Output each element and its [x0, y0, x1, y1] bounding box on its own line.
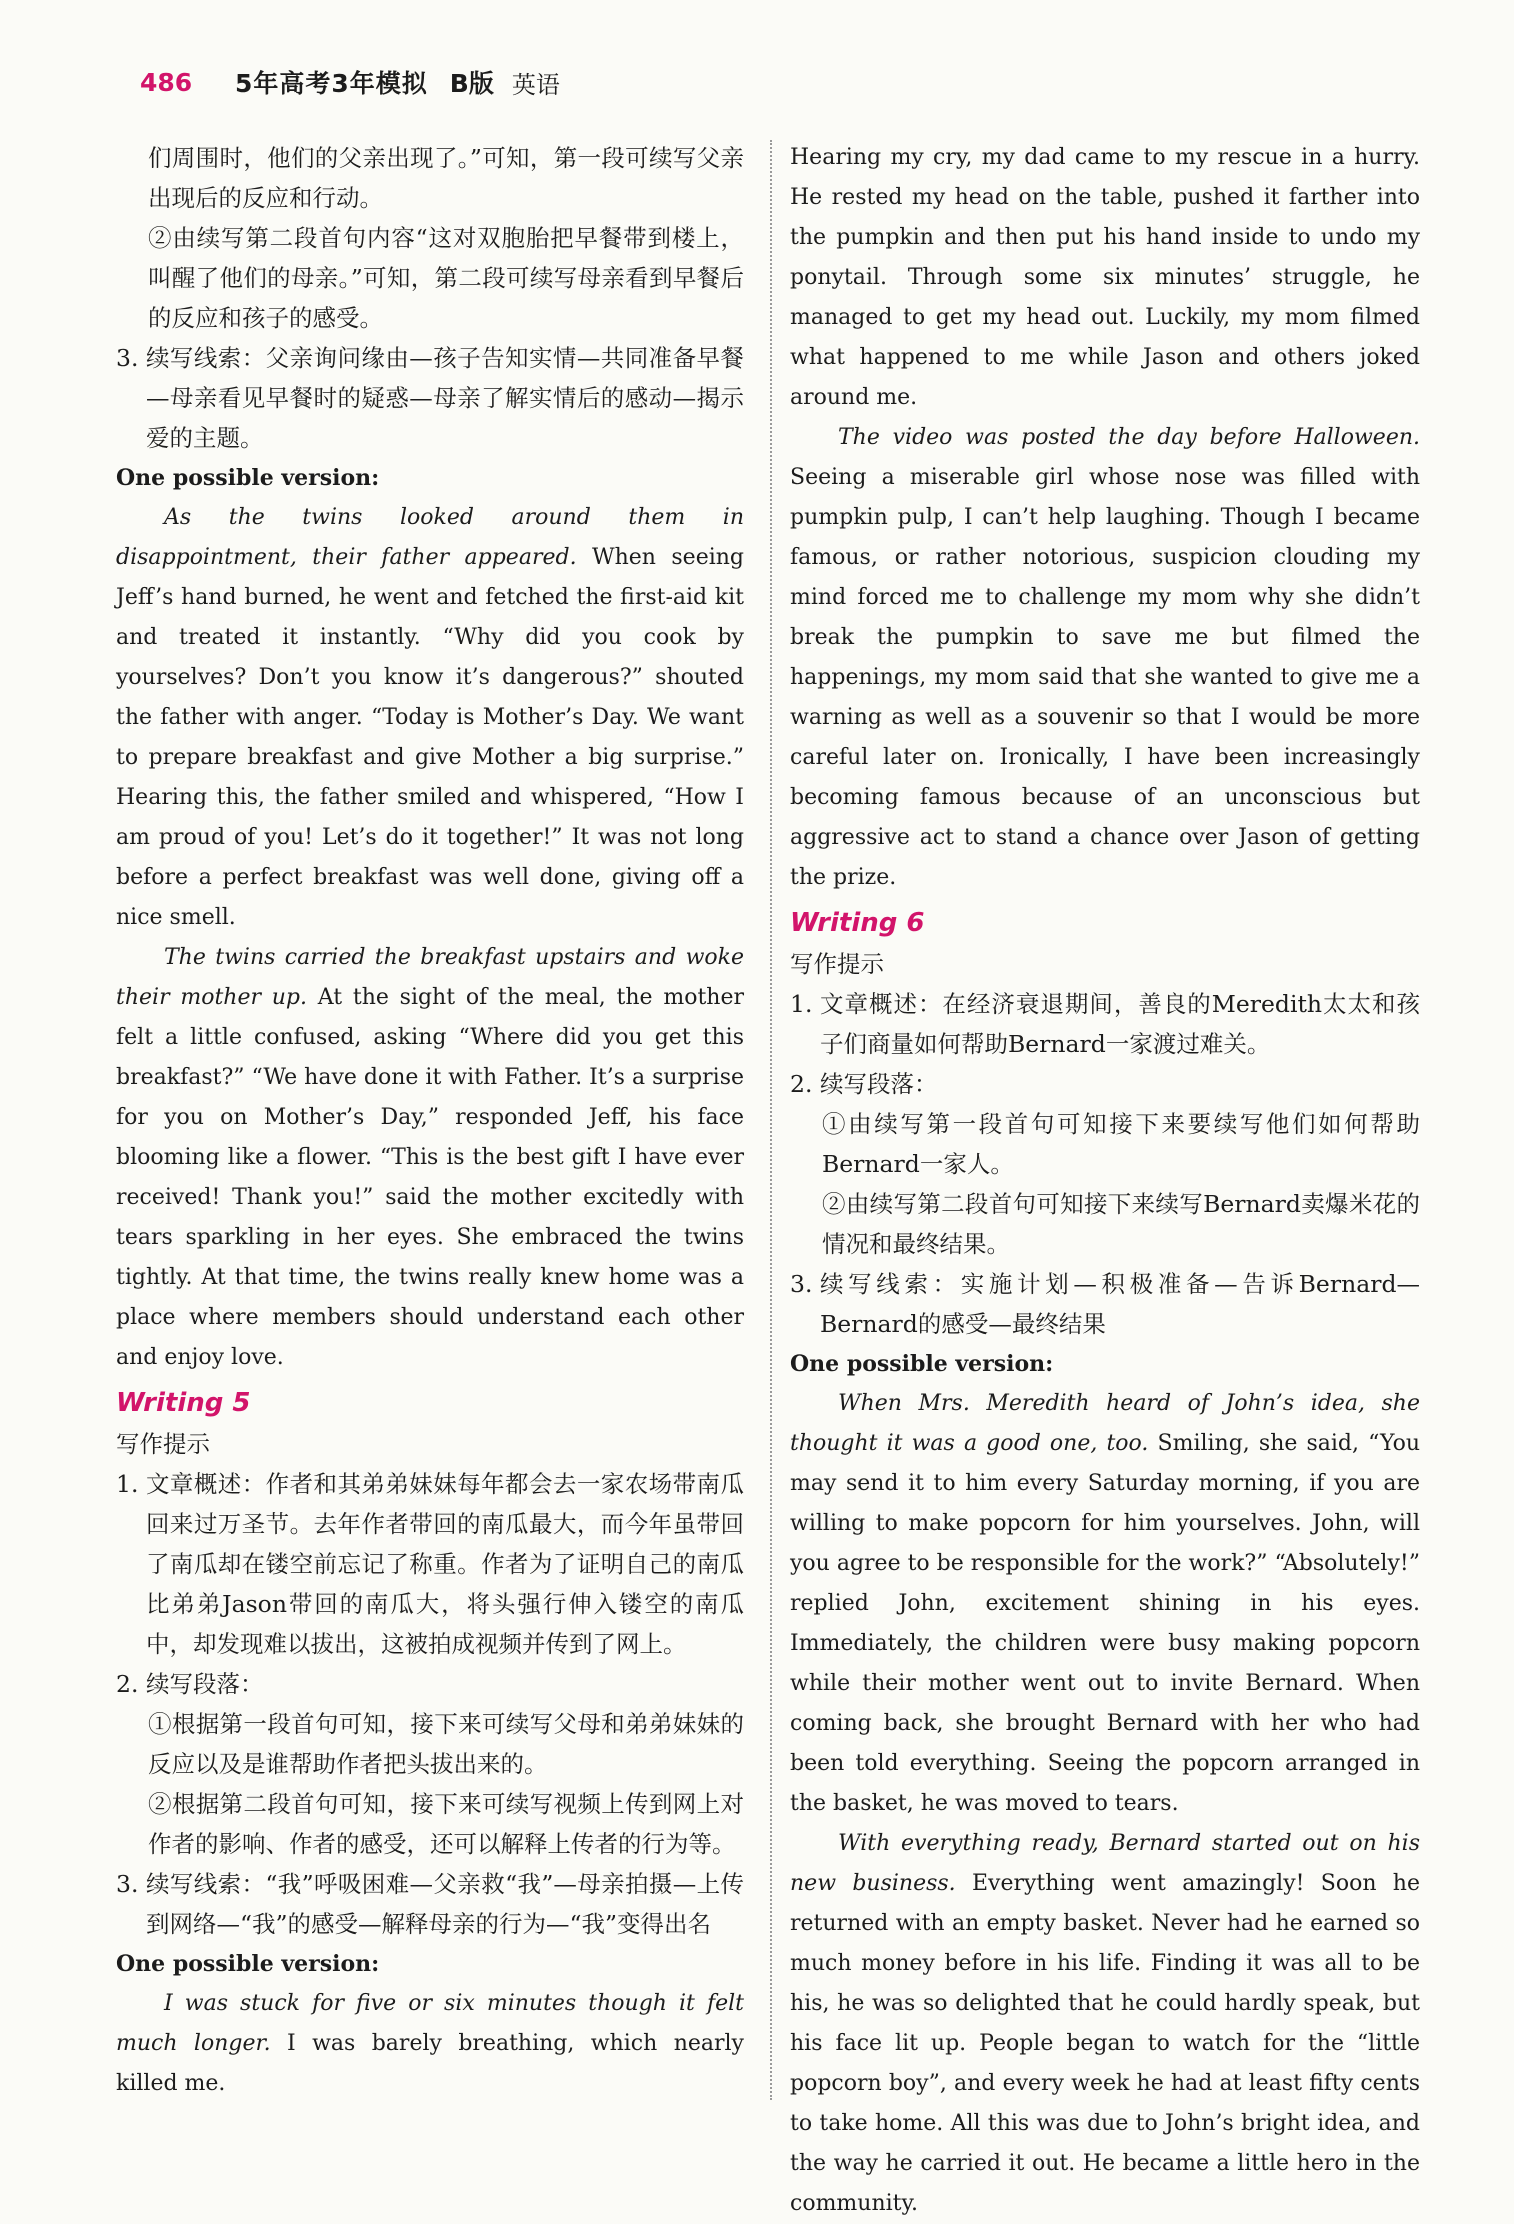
- hint-paragraph-2: ②由续写第二段首句内容“这对双胞胎把早餐带到楼上，叫醒了他们的母亲。”可知，第二段可续写母亲看到早餐后的反应和孩子的感受。: [148, 224, 744, 332]
- hint-subitem: ②由续写第二段首句可知接下来续写Bernard卖爆米花的情况和最终结果。: [822, 1190, 1420, 1258]
- item-number: 3.: [790, 1270, 813, 1298]
- right-column: [790, 138, 1420, 2224]
- hint-item: [790, 1064, 1420, 1104]
- lead-sentence: With everything ready, Bernard started out on his new business.: [790, 1831, 1420, 1896]
- left-column: [116, 138, 744, 2104]
- item-text: 续写段落：: [146, 1670, 264, 1698]
- hint-item: [116, 1464, 744, 1664]
- hint-subitem: ①由续写第一段首句可知接下来要续写他们如何帮助Bernard一家人。: [822, 1110, 1420, 1178]
- item-text: 文章概述：作者和其弟弟妹妹每年都会去一家农场带南瓜回来过万圣节。去年作者带回的南瓜最大，而今年虽带回了南瓜却在镂空前忘记了称重。作者为了证明自己的南瓜比弟弟Jason带回的南瓜大，将头强行伸入镂空的南瓜中，却发现难以拔出，这被拍成视频并传到了网上。: [146, 1470, 744, 1658]
- essay-paragraph: [116, 1984, 744, 2104]
- lead-sentence: I was stuck for five or six minutes though it felt much longer.: [116, 1991, 744, 2056]
- book-title: 5年高考3年模拟: [235, 69, 428, 98]
- paragraph-body: I was barely breathing, which nearly killed me.: [116, 2031, 744, 2096]
- essay-paragraph: [790, 1824, 1420, 2224]
- hint-item: [790, 1264, 1420, 1344]
- essay-paragraph: [790, 1384, 1420, 1824]
- item-text: 文章概述：在经济衰退期间，善良的Meredith太太和孩子们商量如何帮助Bernard一家渡过难关。: [820, 990, 1420, 1058]
- section-subtitle: 写作提示: [116, 1430, 210, 1458]
- version-label: One possible version:: [790, 1351, 1054, 1377]
- paragraph-body: Smiling, she said, “You may send it to him every Saturday morning, if you are willing to make popcorn for him yourselves. John, will you agree to be responsible for the work?” “Absolutely!” replied John, excitement shining in his eyes. Immediately, the children were busy making popcorn while their mother went out to invite Bernard. When coming back, she brought Bernard with her who had been told everything. Seeing the popcorn arranged in the basket, he was moved to tears.: [790, 1431, 1420, 1816]
- paragraph-body: At the sight of the meal, the mother felt a little confused, asking “Where did you get this breakfast?” “We have done it with Father. It’s a surprise for you on Mother’s Day,” responded Jeff, his face blooming like a flower. “This is the best gift I have ever received! Thank you!” said the mother excitedly with tears sparkling in her eyes. She embraced the twins tightly. At that time, the twins really knew home was a place where members should understand each other and enjoy love.: [116, 985, 744, 1370]
- hint-subitem: ①根据第一段首句可知，接下来可续写父母和弟弟妹妹的反应以及是谁帮助作者把头拔出来的。: [148, 1710, 744, 1778]
- paragraph-body: Everything went amazingly! Soon he returned with an empty basket. Never had he earned so much money before in his life. Finding it was all to be his, he was so delighted that he could hardly speak, but his face lit up. People began to watch for the “little popcorn boy”, and every week he had at least fifty cents to take home. All this was due to John’s bright idea, and the way he carried it out. He became a little hero in the community.: [790, 1871, 1420, 2216]
- paragraph-body: When seeing Jeff’s hand burned, he went and fetched the first-aid kit and treated it instantly. “Why did you cook by yourselves? Don’t you know it’s dangerous?” shouted the father with anger. “Today is Mother’s Day. We want to prepare breakfast and give Mother a big surprise.” Hearing this, the father smiled and whispered, “How I am proud of you! Let’s do it together!” It was not long before a perfect breakfast was well done, giving off a nice smell.: [116, 545, 744, 930]
- version-label: One possible version:: [116, 1951, 380, 1977]
- hint-item: [790, 984, 1420, 1064]
- essay-paragraph: [790, 418, 1420, 898]
- item-text: 续写线索：父亲询问缘由—孩子告知实情—共同准备早餐—母亲看见早餐时的疑惑—母亲了解实情后的感动—揭示爱的主题。: [146, 344, 744, 452]
- book-edition: B版: [449, 69, 494, 98]
- hint-continuation: 们周围时，他们的父亲出现了。”可知，第一段可续写父亲出现后的反应和行动。: [148, 144, 744, 212]
- version-label: One possible version:: [116, 465, 380, 491]
- item-number: 2.: [790, 1070, 813, 1098]
- section-title-writing-6: Writing 6: [790, 908, 925, 938]
- item-text: 续写线索：“我”呼吸困难—父亲救“我”—母亲拍摄—上传到网络—“我”的感受—解释母亲的行为—“我”变得出名: [146, 1870, 744, 1938]
- lead-sentence: The video was posted the day before Halloween.: [838, 425, 1420, 450]
- section-subtitle: 写作提示: [790, 950, 884, 978]
- essay-paragraph-continued: Hearing my cry, my dad came to my rescue in a hurry. He rested my head on the table, pushed it farther into the pumpkin and then put his hand inside to undo my ponytail. Through some six minutes’ struggle, he managed to get my head out. Luckily, my mom filmed what happened to me while Jason and others joked around me.: [790, 145, 1420, 410]
- item-number: 1.: [116, 1470, 139, 1498]
- page-number: 486: [140, 67, 193, 97]
- hint-subitem: ②根据第二段首句可知，接下来可续写视频上传到网上对作者的影响、作者的感受，还可以解释上传者的行为等。: [148, 1790, 744, 1858]
- essay-paragraph: [116, 498, 744, 938]
- lead-sentence: The twins carried the breakfast upstairs and woke their mother up.: [116, 945, 744, 1010]
- section-title-writing-5: Writing 5: [116, 1388, 251, 1418]
- hint-item: [116, 1664, 744, 1704]
- paragraph-body: Seeing a miserable girl whose nose was filled with pumpkin pulp, I can’t help laughing. Though I became famous, or rather notorious, suspicion clouding my mind forced me to challenge my mom why she didn’t break the pumpkin to save me but filmed the happenings, my mom said that she wanted to give me a warning as well as a souvenir so that I would be more careful later on. Ironically, I have been increasingly becoming famous because of an unconscious but aggressive act to stand a chance over Jason of getting the prize.: [790, 465, 1420, 890]
- essay-paragraph: [116, 938, 744, 1378]
- item-text: 续写线索：实施计划—积极准备—告诉Bernard—Bernard的感受—最终结果: [820, 1270, 1420, 1338]
- page-header: [140, 62, 560, 102]
- item-number: 1.: [790, 990, 813, 1018]
- book-subject: 英语: [511, 70, 560, 99]
- item-text: 续写段落：: [820, 1070, 938, 1098]
- item-number: 2.: [116, 1670, 139, 1698]
- hint-item-3: [116, 338, 744, 458]
- lead-sentence: As the twins looked around them in disappointment, their father appeared.: [116, 505, 744, 570]
- lead-sentence: When Mrs. Meredith heard of John’s idea, she thought it was a good one, too.: [790, 1391, 1420, 1456]
- item-number: 3.: [116, 344, 139, 372]
- column-divider: [770, 140, 772, 2100]
- item-number: 3.: [116, 1870, 139, 1898]
- hint-item: [116, 1864, 744, 1944]
